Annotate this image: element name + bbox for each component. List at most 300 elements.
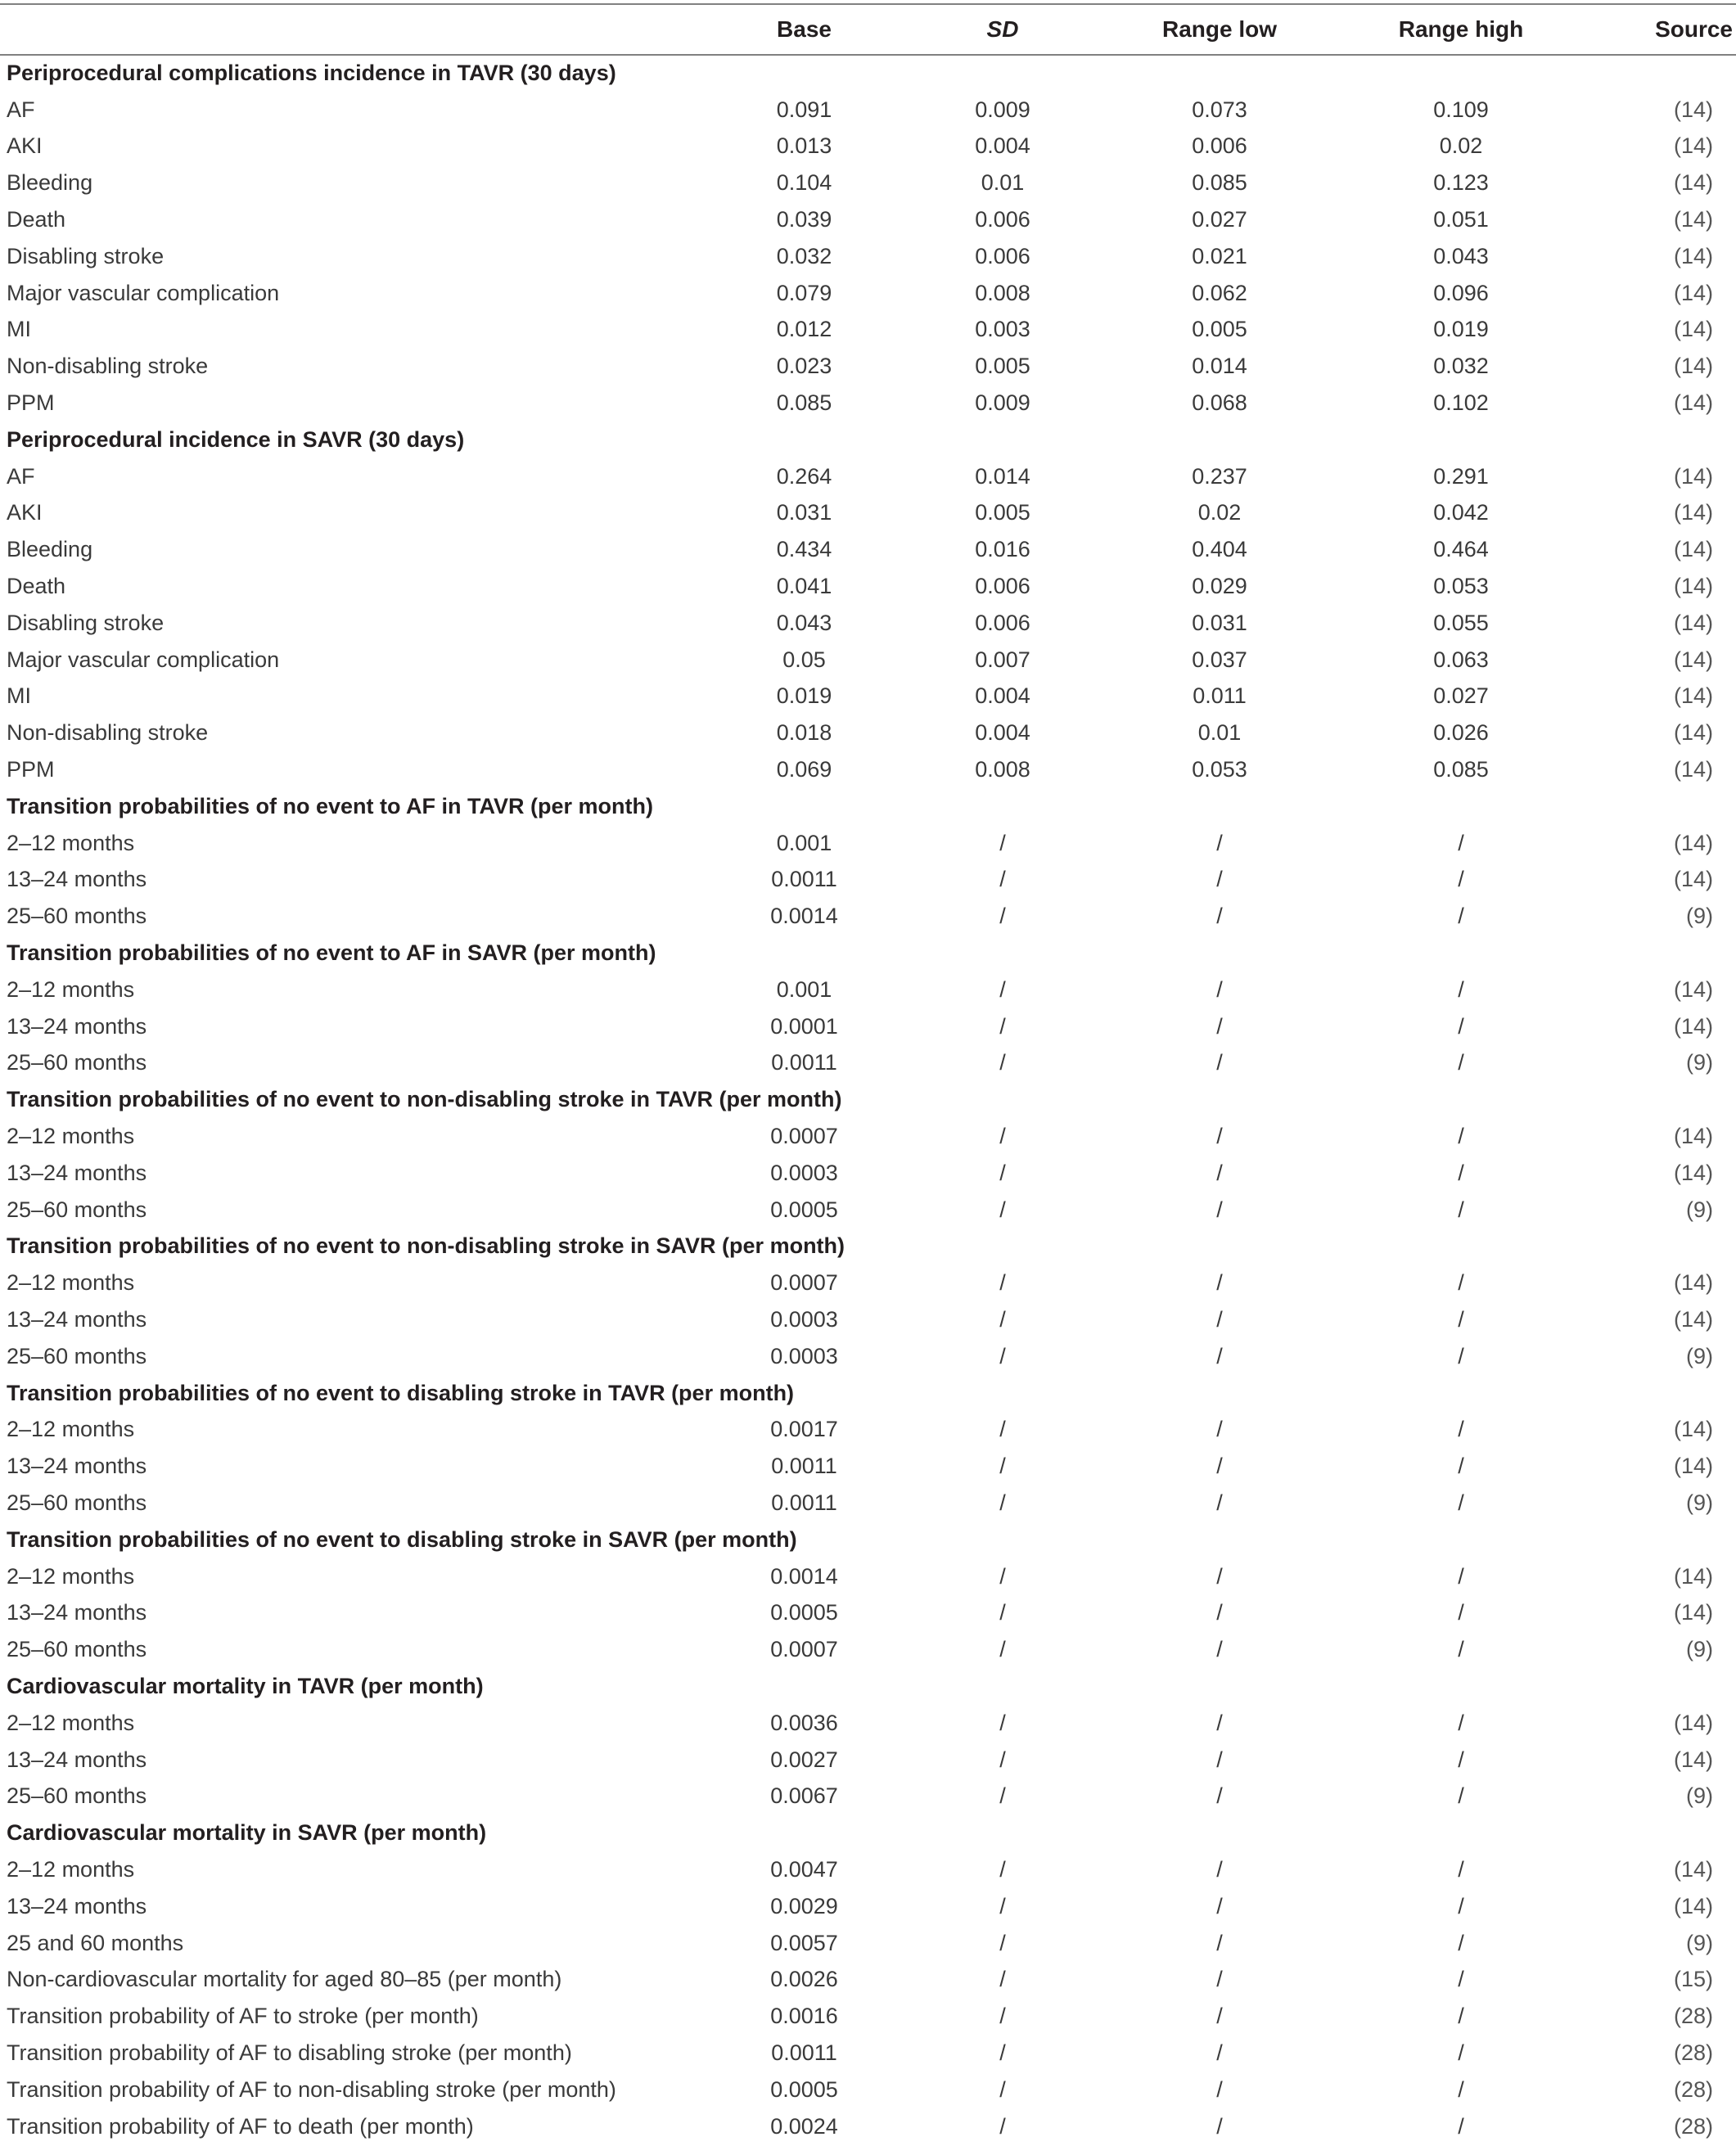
- range-high-value: /: [1458, 2076, 1464, 2102]
- table-row: [0, 1778, 1736, 1815]
- row-label: AKI: [7, 133, 43, 159]
- range-high-value: 0.042: [1433, 500, 1489, 525]
- range-high-value: /: [1458, 1343, 1464, 1368]
- base-value: 0.05: [782, 647, 826, 672]
- table-row: [0, 898, 1736, 935]
- base-value: 0.104: [776, 170, 832, 196]
- range-low-value: 0.02: [1197, 500, 1242, 525]
- header-row: [0, 4, 1736, 55]
- row-label: 25 and 60 months: [7, 1930, 184, 1955]
- base-value: 0.091: [776, 97, 832, 122]
- section-header-row: [0, 55, 1736, 92]
- range-low-value: 0.021: [1192, 243, 1247, 268]
- row-label: AF: [7, 463, 35, 489]
- table-row: [0, 679, 1736, 715]
- sd-value: 0.009: [975, 97, 1030, 122]
- sd-value: /: [999, 1160, 1006, 1185]
- section-header-row: [0, 1815, 1736, 1851]
- row-label: 25–60 months: [7, 1637, 147, 1662]
- range-high-value: 0.063: [1433, 647, 1489, 672]
- table-row: [0, 1008, 1736, 1045]
- row-label: 25–60 months: [7, 1343, 147, 1368]
- base-value: 0.0011: [771, 1454, 837, 1479]
- source-ref: (14): [1673, 1270, 1713, 1296]
- sd-value: /: [999, 1417, 1006, 1442]
- table-header: [0, 4, 1736, 55]
- source-ref: (14): [1673, 317, 1713, 342]
- base-value: 0.001: [776, 976, 832, 1002]
- range-high-value: /: [1458, 1197, 1464, 1222]
- source-ref: (14): [1673, 610, 1713, 635]
- sd-value: /: [999, 1930, 1006, 1955]
- row-label: 13–24 months: [7, 1306, 147, 1332]
- sd-value: /: [999, 904, 1006, 929]
- range-high-value: /: [1458, 1893, 1464, 1918]
- sd-value: /: [999, 1710, 1006, 1735]
- header-sd: SD: [986, 16, 1019, 42]
- section-header-row: [0, 935, 1736, 972]
- row-label: 13–24 months: [7, 1454, 147, 1479]
- source-ref: (14): [1673, 683, 1713, 709]
- source-ref: (9): [1686, 1637, 1713, 1662]
- range-high-value: /: [1458, 1967, 1464, 1992]
- range-low-value: 0.031: [1192, 610, 1247, 635]
- base-value: 0.0017: [770, 1417, 838, 1442]
- source-ref: (14): [1673, 1600, 1713, 1625]
- base-value: 0.0003: [770, 1343, 838, 1368]
- base-value: 0.018: [776, 720, 832, 746]
- table-row: [0, 605, 1736, 642]
- sd-value: /: [999, 1893, 1006, 1918]
- range-high-value: /: [1458, 1747, 1464, 1772]
- row-label: Non-disabling stroke: [7, 720, 209, 746]
- range-low-value: 0.01: [1197, 720, 1242, 746]
- sd-value: /: [999, 1306, 1006, 1332]
- range-low-value: /: [1216, 1197, 1223, 1222]
- base-value: 0.0047: [770, 1856, 838, 1882]
- base-value: 0.0011: [771, 2040, 837, 2065]
- sd-value: /: [999, 1454, 1006, 1479]
- sd-value: /: [999, 2113, 1006, 2139]
- header-base: Base: [777, 16, 832, 42]
- range-low-value: /: [1216, 1270, 1223, 1296]
- section-title: Transition probabilities of no event to non-disabling stroke in SAVR (per month): [7, 1233, 845, 1259]
- sd-value: 0.014: [975, 463, 1030, 489]
- table-row: [0, 1594, 1736, 1631]
- range-low-value: 0.037: [1192, 647, 1247, 672]
- range-high-value: 0.055: [1433, 610, 1489, 635]
- base-value: 0.023: [776, 354, 832, 379]
- range-low-value: /: [1216, 1856, 1223, 1882]
- base-value: 0.0003: [770, 1160, 838, 1185]
- range-high-value: 0.123: [1433, 170, 1489, 196]
- range-high-value: /: [1458, 1013, 1464, 1039]
- row-label: Disabling stroke: [7, 610, 165, 635]
- row-label: Transition probability of AF to non-disabling stroke (per month): [7, 2076, 616, 2102]
- source-ref: (14): [1673, 1306, 1713, 1332]
- table-row: [0, 568, 1736, 605]
- base-value: 0.0067: [770, 1783, 838, 1809]
- range-high-value: 0.464: [1433, 537, 1489, 562]
- base-value: 0.085: [776, 390, 832, 416]
- sd-value: 0.006: [975, 610, 1030, 635]
- sd-value: 0.009: [975, 390, 1030, 416]
- row-label: MI: [7, 317, 31, 342]
- range-low-value: /: [1216, 2004, 1223, 2029]
- source-ref: (14): [1673, 390, 1713, 416]
- range-low-value: /: [1216, 976, 1223, 1002]
- table-row: [0, 751, 1736, 788]
- row-label: Death: [7, 574, 66, 599]
- section-title: Transition probabilities of no event to AF in SAVR (per month): [7, 940, 656, 966]
- table-row: [0, 1485, 1736, 1522]
- base-value: 0.0011: [771, 1490, 837, 1515]
- range-high-value: /: [1458, 2004, 1464, 2029]
- base-value: 0.039: [776, 207, 832, 232]
- range-low-value: /: [1216, 1050, 1223, 1075]
- row-label: 2–12 months: [7, 1270, 135, 1296]
- range-high-value: /: [1458, 904, 1464, 929]
- base-value: 0.0027: [770, 1747, 838, 1772]
- section-title: Periprocedural incidence in SAVR (30 days): [7, 426, 465, 452]
- sd-value: 0.004: [975, 133, 1030, 159]
- range-low-value: /: [1216, 1967, 1223, 1992]
- sd-value: /: [999, 867, 1006, 892]
- sd-value: 0.006: [975, 574, 1030, 599]
- source-ref: (14): [1673, 97, 1713, 122]
- table-row: [0, 1155, 1736, 1192]
- range-high-value: 0.026: [1433, 720, 1489, 746]
- table-row: [0, 165, 1736, 201]
- section-header-row: [0, 422, 1736, 458]
- row-label: Major vascular complication: [7, 280, 280, 305]
- base-value: 0.079: [776, 280, 832, 305]
- row-label: 2–12 months: [7, 1563, 135, 1589]
- table-row: [0, 1888, 1736, 1925]
- source-ref: (14): [1673, 1124, 1713, 1148]
- base-value: 0.012: [776, 317, 832, 342]
- range-high-value: 0.043: [1433, 243, 1489, 268]
- source-ref: (14): [1673, 830, 1713, 855]
- sd-value: /: [999, 830, 1006, 855]
- sd-value: /: [999, 1013, 1006, 1039]
- range-low-value: 0.005: [1192, 317, 1247, 342]
- row-label: 13–24 months: [7, 1893, 147, 1918]
- range-high-value: /: [1458, 1306, 1464, 1332]
- table-row: [0, 2035, 1736, 2072]
- base-value: 0.0007: [770, 1637, 838, 1662]
- section-title: Transition probabilities of no event to AF in TAVR (per month): [7, 793, 653, 818]
- range-low-value: 0.085: [1192, 170, 1247, 196]
- sd-value: /: [999, 1856, 1006, 1882]
- range-high-value: /: [1458, 1050, 1464, 1075]
- sd-value: /: [999, 1563, 1006, 1589]
- sd-value: 0.004: [975, 683, 1030, 709]
- sd-value: /: [999, 976, 1006, 1002]
- range-high-value: /: [1458, 976, 1464, 1002]
- range-high-value: /: [1458, 1600, 1464, 1625]
- table-row: [0, 238, 1736, 275]
- row-label: Transition probability of AF to stroke (per month): [7, 2004, 479, 2029]
- table-row: [0, 825, 1736, 862]
- base-value: 0.013: [776, 133, 832, 159]
- row-label: Bleeding: [7, 537, 93, 562]
- range-high-value: 0.085: [1433, 757, 1489, 782]
- table-row: [0, 2072, 1736, 2108]
- range-low-value: 0.062: [1192, 280, 1247, 305]
- base-value: 0.0011: [771, 867, 837, 892]
- range-high-value: /: [1458, 1930, 1464, 1955]
- sd-value: /: [999, 1270, 1006, 1296]
- section-title: Periprocedural complications incidence in TAVR (30 days): [7, 61, 616, 86]
- source-ref: (9): [1686, 1783, 1713, 1809]
- range-high-value: /: [1458, 1160, 1464, 1185]
- table-row: [0, 1998, 1736, 2035]
- table-row: [0, 201, 1736, 238]
- table-row: [0, 715, 1736, 751]
- sd-value: /: [999, 1747, 1006, 1772]
- sd-value: 0.003: [975, 317, 1030, 342]
- base-value: 0.069: [776, 757, 832, 782]
- base-value: 0.0005: [770, 2076, 838, 2102]
- table-row: [0, 1192, 1736, 1229]
- source-ref: (14): [1673, 133, 1713, 159]
- base-value: 0.0003: [770, 1306, 838, 1332]
- table-row: [0, 1961, 1736, 1998]
- row-label: Non-cardiovascular mortality for aged 80–85 (per month): [7, 1967, 562, 1992]
- table-row: [0, 531, 1736, 568]
- source-ref: (9): [1686, 1490, 1713, 1515]
- row-label: 13–24 months: [7, 867, 147, 892]
- section-title: Cardiovascular mortality in SAVR (per month): [7, 1820, 487, 1846]
- base-value: 0.0007: [770, 1124, 838, 1148]
- base-value: 0.032: [776, 243, 832, 268]
- table-row: [0, 495, 1736, 532]
- source-ref: (28): [1673, 2004, 1713, 2029]
- range-high-value: 0.102: [1433, 390, 1489, 416]
- row-label: Death: [7, 207, 66, 232]
- range-low-value: /: [1216, 1306, 1223, 1332]
- source-ref: (14): [1673, 867, 1713, 892]
- base-value: 0.0016: [770, 2004, 838, 2029]
- source-ref: (14): [1673, 463, 1713, 489]
- base-value: 0.0026: [770, 1967, 838, 1992]
- row-label: Bleeding: [7, 170, 93, 196]
- table-row: [0, 1301, 1736, 1338]
- range-low-value: /: [1216, 1747, 1223, 1772]
- sd-value: 0.016: [975, 537, 1030, 562]
- sd-value: /: [999, 2076, 1006, 2102]
- sd-value: /: [999, 1343, 1006, 1368]
- table-row: [0, 1045, 1736, 1082]
- row-label: 13–24 months: [7, 1747, 147, 1772]
- section-title: Transition probabilities of no event to disabling stroke in SAVR (per month): [7, 1526, 797, 1552]
- section-header-row: [0, 1668, 1736, 1705]
- sd-value: /: [999, 1197, 1006, 1222]
- range-low-value: 0.237: [1192, 463, 1247, 489]
- source-ref: (14): [1673, 1563, 1713, 1589]
- source-ref: (14): [1673, 207, 1713, 232]
- range-high-value: 0.109: [1433, 97, 1489, 122]
- source-ref: (15): [1673, 1967, 1713, 1992]
- base-value: 0.019: [776, 683, 832, 709]
- table-row: [0, 1705, 1736, 1742]
- range-low-value: /: [1216, 2040, 1223, 2065]
- range-high-value: /: [1458, 2040, 1464, 2065]
- row-label: PPM: [7, 390, 55, 416]
- row-label: 2–12 months: [7, 1856, 135, 1882]
- source-ref: (14): [1673, 537, 1713, 562]
- base-value: 0.434: [776, 537, 832, 562]
- source-ref: (9): [1686, 1343, 1713, 1368]
- source-ref: (14): [1673, 1454, 1713, 1479]
- row-label: 25–60 months: [7, 1490, 147, 1515]
- range-low-value: /: [1216, 1454, 1223, 1479]
- source-ref: (14): [1673, 1856, 1713, 1882]
- sd-value: /: [999, 1967, 1006, 1992]
- range-high-value: /: [1458, 1270, 1464, 1296]
- table-row: [0, 1851, 1736, 1888]
- row-label: 2–12 months: [7, 976, 135, 1002]
- range-low-value: 0.068: [1192, 390, 1247, 416]
- header-range-low: Range low: [1161, 16, 1277, 42]
- row-label: 2–12 months: [7, 1124, 135, 1148]
- sd-value: /: [999, 1637, 1006, 1662]
- section-header-row: [0, 1522, 1736, 1558]
- source-ref: (28): [1673, 2113, 1713, 2139]
- range-low-value: /: [1216, 1600, 1223, 1625]
- table-row: [0, 1742, 1736, 1779]
- sd-value: /: [999, 2004, 1006, 2029]
- range-high-value: /: [1458, 1454, 1464, 1479]
- table-row: [0, 1265, 1736, 1301]
- table-row: [0, 862, 1736, 899]
- range-low-value: /: [1216, 904, 1223, 929]
- row-label: Transition probability of AF to death (per month): [7, 2113, 474, 2139]
- base-value: 0.0007: [770, 1270, 838, 1296]
- range-low-value: 0.006: [1192, 133, 1247, 159]
- range-high-value: /: [1458, 1856, 1464, 1882]
- source-ref: (14): [1673, 574, 1713, 599]
- base-value: 0.0029: [770, 1893, 838, 1918]
- row-label: 2–12 months: [7, 1417, 135, 1442]
- table-row: [0, 312, 1736, 349]
- row-label: 13–24 months: [7, 1160, 147, 1185]
- section-header-row: [0, 1229, 1736, 1265]
- section-title: Cardiovascular mortality in TAVR (per month): [7, 1673, 484, 1698]
- range-high-value: /: [1458, 1710, 1464, 1735]
- range-high-value: 0.051: [1433, 207, 1489, 232]
- source-ref: (14): [1673, 170, 1713, 196]
- row-label: Transition probability of AF to disabling stroke (per month): [7, 2040, 572, 2065]
- row-label: 25–60 months: [7, 1783, 147, 1809]
- range-low-value: /: [1216, 1783, 1223, 1809]
- range-low-value: /: [1216, 867, 1223, 892]
- sd-value: /: [999, 1783, 1006, 1809]
- range-low-value: /: [1216, 830, 1223, 855]
- range-high-value: /: [1458, 830, 1464, 855]
- range-high-value: /: [1458, 1490, 1464, 1515]
- row-label: 13–24 months: [7, 1013, 147, 1039]
- row-label: PPM: [7, 757, 55, 782]
- base-value: 0.0057: [770, 1930, 838, 1955]
- source-ref: (14): [1673, 243, 1713, 268]
- sd-value: 0.006: [975, 207, 1030, 232]
- range-low-value: /: [1216, 1710, 1223, 1735]
- base-value: 0.001: [776, 830, 832, 855]
- range-high-value: 0.027: [1433, 683, 1489, 709]
- table-row: [0, 1558, 1736, 1595]
- source-ref: (14): [1673, 1013, 1713, 1039]
- range-low-value: /: [1216, 2076, 1223, 2102]
- range-high-value: 0.053: [1433, 574, 1489, 599]
- range-low-value: 0.029: [1192, 574, 1247, 599]
- row-label: Major vascular complication: [7, 647, 280, 672]
- range-low-value: /: [1216, 1930, 1223, 1955]
- sd-value: /: [999, 1490, 1006, 1515]
- source-ref: (28): [1673, 2076, 1713, 2102]
- table-row: [0, 1338, 1736, 1375]
- base-value: 0.0005: [770, 1197, 838, 1222]
- row-label: AF: [7, 97, 35, 122]
- header-label: [0, 4, 704, 55]
- row-label: 13–24 months: [7, 1600, 147, 1625]
- table-row: [0, 348, 1736, 385]
- row-label: 25–60 months: [7, 1050, 147, 1075]
- sd-value: /: [999, 2040, 1006, 2065]
- table-row: [0, 1118, 1736, 1155]
- source-ref: (14): [1673, 720, 1713, 746]
- range-low-value: 0.027: [1192, 207, 1247, 232]
- header-range-high: Range high: [1398, 16, 1524, 42]
- table-row: [0, 385, 1736, 422]
- range-high-value: 0.096: [1433, 280, 1489, 305]
- base-value: 0.041: [776, 574, 832, 599]
- base-value: 0.0024: [770, 2113, 838, 2139]
- row-label: Non-disabling stroke: [7, 354, 209, 379]
- range-high-value: /: [1458, 1637, 1464, 1662]
- range-low-value: 0.014: [1192, 354, 1247, 379]
- range-high-value: /: [1458, 2113, 1464, 2139]
- range-low-value: /: [1216, 1893, 1223, 1918]
- row-label: 2–12 months: [7, 1710, 135, 1735]
- range-high-value: 0.032: [1433, 354, 1489, 379]
- range-high-value: 0.02: [1439, 133, 1483, 159]
- sd-value: /: [999, 1124, 1006, 1148]
- sd-value: 0.005: [975, 354, 1030, 379]
- source-ref: (9): [1686, 1050, 1713, 1075]
- table-row: [0, 1925, 1736, 1962]
- source-ref: (14): [1673, 354, 1713, 379]
- source-ref: (14): [1673, 1893, 1713, 1918]
- source-ref: (9): [1686, 1197, 1713, 1222]
- table-row: [0, 92, 1736, 128]
- sd-value: 0.004: [975, 720, 1030, 746]
- source-ref: (14): [1673, 757, 1713, 782]
- range-low-value: /: [1216, 1563, 1223, 1589]
- range-low-value: 0.011: [1193, 683, 1247, 709]
- base-value: 0.0005: [770, 1600, 838, 1625]
- sd-value: /: [999, 1600, 1006, 1625]
- section-header-row: [0, 1081, 1736, 1118]
- header-source: Source: [1655, 16, 1733, 42]
- row-label: 2–12 months: [7, 830, 135, 855]
- source-ref: (14): [1673, 1417, 1713, 1442]
- base-value: 0.0036: [770, 1710, 838, 1735]
- table-row: [0, 128, 1736, 165]
- sd-value: 0.008: [975, 757, 1030, 782]
- base-value: 0.0001: [770, 1013, 838, 1039]
